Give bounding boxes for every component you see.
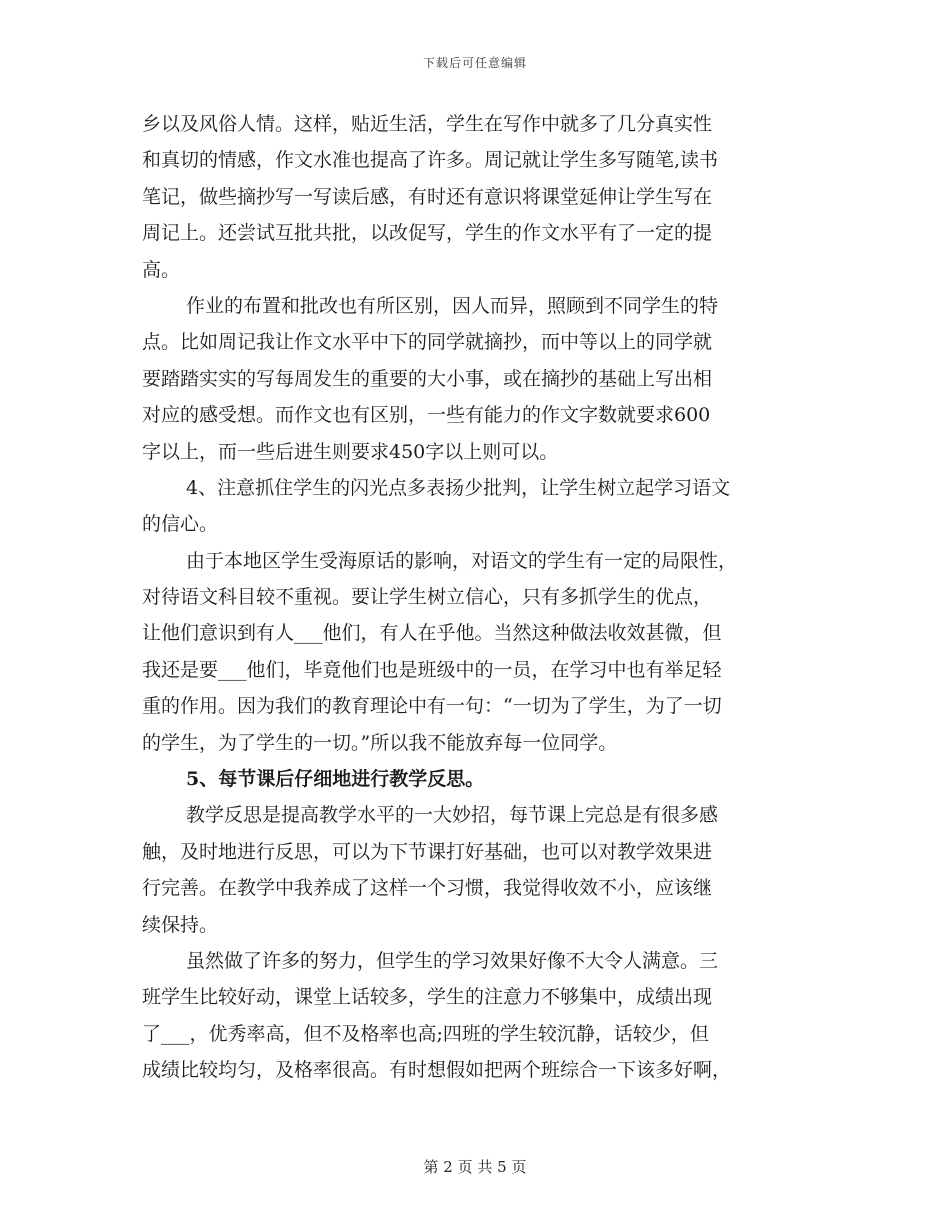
text-line: 让他们意识到有人___他们，有人在乎他。当然这种做法收效甚微，但 <box>142 622 722 645</box>
text-line: 续保持。 <box>142 913 219 936</box>
text-line: 字以上，而一些后进生则要求450字以上则可以。 <box>142 440 559 463</box>
text-line: 作业的布置和批改也有所区别，因人而异，照顾到不同学生的特 <box>186 294 719 317</box>
text-line: 和真切的情感，作文水准也提高了许多。周记就让学生多写随笔,读书 <box>142 149 719 172</box>
page-footer: 第 2 页 共 5 页 <box>423 1158 527 1176</box>
section-heading-line: 5、每节课后仔细地进行教学反思。 <box>186 768 485 791</box>
text-line: 周记上。还尝试互批共批，以改促写，学生的作文水平有了一定的提 <box>142 222 713 245</box>
page-header: 下载后可任意编辑 <box>422 56 527 70</box>
text-line: 由于本地区学生受海原话的影响，对语文的学生有一定的局限性， <box>186 549 738 572</box>
text-line: 笔记，做些摘抄写一写读后感，有时还有意识将课堂延伸让学生写在 <box>142 185 713 208</box>
text-line: 要踏踏实实的写每周发生的重要的大小事，或在摘抄的基础上写出相 <box>142 367 713 390</box>
text-line: 教学反思是提高教学水平的一大妙招，每节课上完总是有很多感 <box>186 804 719 827</box>
text-line: 乡以及风俗人情。这样，贴近生活，学生在写作中就多了几分真实性 <box>142 113 713 135</box>
document-body <box>142 106 808 1089</box>
text-line: 的信心。 <box>142 513 219 536</box>
text-line: 高。 <box>142 258 181 281</box>
text-line: 对应的感受想。而作文也有区别，一些有能力的作文字数就要求600 <box>142 404 711 427</box>
text-line: 行完善。在教学中我养成了这样一个习惯，我觉得收效不小，应该继 <box>142 877 713 900</box>
text-line: 对待语文科目较不重视。要让学生树立信心，只有多抓学生的优点， <box>142 586 713 609</box>
text-line: 的学生，为了学生的一切。”所以我不能放弃每一位同学。 <box>142 731 618 754</box>
text-line: 4、注意抓住学生的闪光点多表扬少批判，让学生树立起学习语文 <box>186 476 731 499</box>
text-line: 重的作用。因为我们的教育理论中有一句：“一切为了学生，为了一切 <box>142 695 722 718</box>
text-line: 触，及时地进行反思，可以为下节课打好基础，也可以对教学效果进 <box>142 840 713 863</box>
text-line: 成绩比较均匀，及格率很高。有时想假如把两个班综合一下该多好啊， <box>142 1059 732 1082</box>
text-line: 我还是要___他们，毕竟他们也是班级中的一员，在学习中也有举足轻 <box>142 658 722 681</box>
text-line: 虽然做了许多的努力，但学生的学习效果好像不大令人满意。三 <box>186 949 719 972</box>
text-line: 班学生比较好动，课堂上话较多，学生的注意力不够集中，成绩出现 <box>142 986 713 1009</box>
text-line: 点。比如周记我让作文水平中下的同学就摘抄，而中等以上的同学就 <box>142 331 713 354</box>
text-line: 了___，优秀率高，但不及格率也高;四班的学生较沉静，话较少，但 <box>142 1022 709 1045</box>
